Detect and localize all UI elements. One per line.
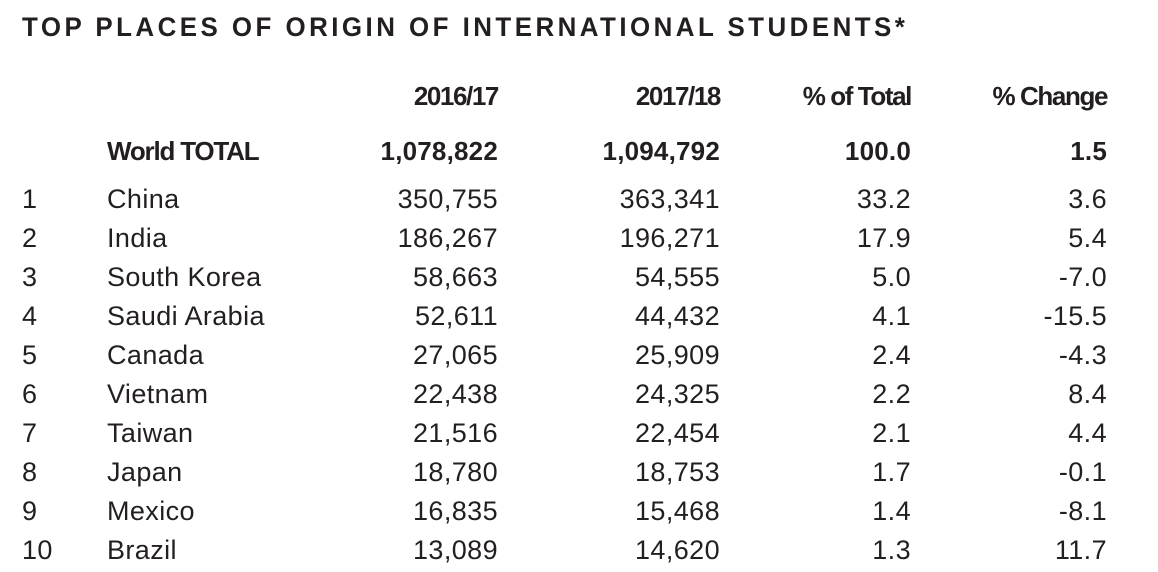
value-2016-cell: 186,267: [397, 223, 498, 253]
value-2017-cell: 363,341: [619, 184, 720, 214]
value-2017-cell: 54,555: [635, 262, 720, 292]
origin-table: [0, 70, 1107, 570]
pct-change-cell: 11.7: [1054, 535, 1107, 565]
value-2016-cell: 18,780: [413, 457, 498, 487]
header-row: [0, 70, 1107, 122]
value-2016-cell: 13,089: [413, 535, 498, 565]
place-header: [107, 70, 267, 122]
pct-total-cell: 17.9: [856, 223, 911, 253]
value-2016-cell: 21,516: [413, 418, 498, 448]
rank-cell: 2: [22, 223, 38, 253]
place-cell: China: [107, 184, 180, 214]
rank-cell: 9: [22, 496, 38, 526]
place-cell: India: [107, 223, 168, 253]
value-2017-cell: 18,753: [635, 457, 720, 487]
total-label: World TOTAL: [107, 135, 259, 166]
place-cell: Mexico: [107, 496, 195, 526]
total-2017-cell: 1,094,792: [602, 135, 720, 166]
place-cell: Japan: [107, 457, 183, 487]
table-title: TOP PLACES OF ORIGIN OF INTERNATIONAL STUDENTS*: [22, 12, 909, 42]
table-row: [0, 375, 1107, 414]
place-cell: Taiwan: [107, 418, 194, 448]
pct-change-cell: -8.1: [1058, 496, 1107, 526]
value-2016-cell: 52,611: [415, 301, 498, 331]
place-cell: Brazil: [107, 535, 177, 565]
value-2017-cell: 22,454: [635, 418, 720, 448]
pct-change-cell: 4.4: [1068, 418, 1107, 448]
value-2017-cell: 24,325: [635, 379, 720, 409]
value-2016-cell: 27,065: [413, 340, 498, 370]
pct-change-header: % Change: [992, 80, 1107, 111]
value-2016-cell: 350,755: [397, 184, 498, 214]
table-row: [0, 258, 1107, 297]
value-2016-cell: 58,663: [413, 262, 498, 292]
pct-total-cell: 1.7: [872, 457, 911, 487]
year-2016-header: 2016/17: [413, 80, 498, 111]
value-2017-cell: 44,432: [635, 301, 720, 331]
total-2016-cell: 1,078,822: [380, 135, 498, 166]
value-2016-cell: 22,438: [413, 379, 498, 409]
place-cell: Saudi Arabia: [107, 301, 265, 331]
table-row: [0, 531, 1107, 570]
pct-total-cell: 2.2: [872, 379, 911, 409]
total-pct-change-cell: 1.5: [1070, 135, 1107, 166]
rank-cell: 6: [22, 379, 38, 409]
table-row: [0, 180, 1107, 219]
place-cell: Canada: [107, 340, 204, 370]
place-cell: Vietnam: [107, 379, 209, 409]
pct-total-cell: 1.3: [872, 535, 911, 565]
value-2017-cell: 196,271: [619, 223, 720, 253]
table-row: [0, 414, 1107, 453]
total-rank-cell: [0, 122, 107, 180]
total-pct-total-cell: 100.0: [844, 135, 911, 166]
rank-cell: 3: [22, 262, 38, 292]
rank-cell: 1: [22, 184, 38, 214]
pct-total-cell: 1.4: [872, 496, 911, 526]
year-2017-header: 2017/18: [635, 80, 720, 111]
rank-cell: 4: [22, 301, 38, 331]
value-2017-cell: 14,620: [635, 535, 720, 565]
value-2017-cell: 25,909: [635, 340, 720, 370]
pct-total-header: % of Total: [802, 80, 911, 111]
table-row: [0, 297, 1107, 336]
table-body: [0, 122, 1107, 570]
pct-change-cell: -0.1: [1058, 457, 1107, 487]
pct-total-cell: 2.4: [872, 340, 911, 370]
pct-change-cell: -15.5: [1043, 301, 1107, 331]
pct-total-cell: 2.1: [872, 418, 911, 448]
pct-change-cell: 3.6: [1068, 184, 1107, 214]
pct-change-cell: -4.3: [1058, 340, 1107, 370]
rank-cell: 8: [22, 457, 38, 487]
value-2016-cell: 16,835: [413, 496, 498, 526]
rank-header: [0, 70, 107, 122]
rank-cell: 5: [22, 340, 38, 370]
pct-total-cell: 33.2: [856, 184, 911, 214]
pct-change-cell: -7.0: [1058, 262, 1107, 292]
place-cell: South Korea: [107, 262, 262, 292]
rank-cell: 10: [22, 535, 53, 565]
table-row: [0, 219, 1107, 258]
pct-total-cell: 4.1: [872, 301, 911, 331]
world-total-row: [0, 122, 1107, 180]
table-row: [0, 336, 1107, 375]
rank-cell: 7: [22, 418, 38, 448]
pct-change-cell: 8.4: [1068, 379, 1107, 409]
table-row: [0, 492, 1107, 531]
table-row: [0, 453, 1107, 492]
value-2017-cell: 15,468: [635, 496, 720, 526]
pct-change-cell: 5.4: [1068, 223, 1107, 253]
pct-total-cell: 5.0: [872, 262, 911, 292]
